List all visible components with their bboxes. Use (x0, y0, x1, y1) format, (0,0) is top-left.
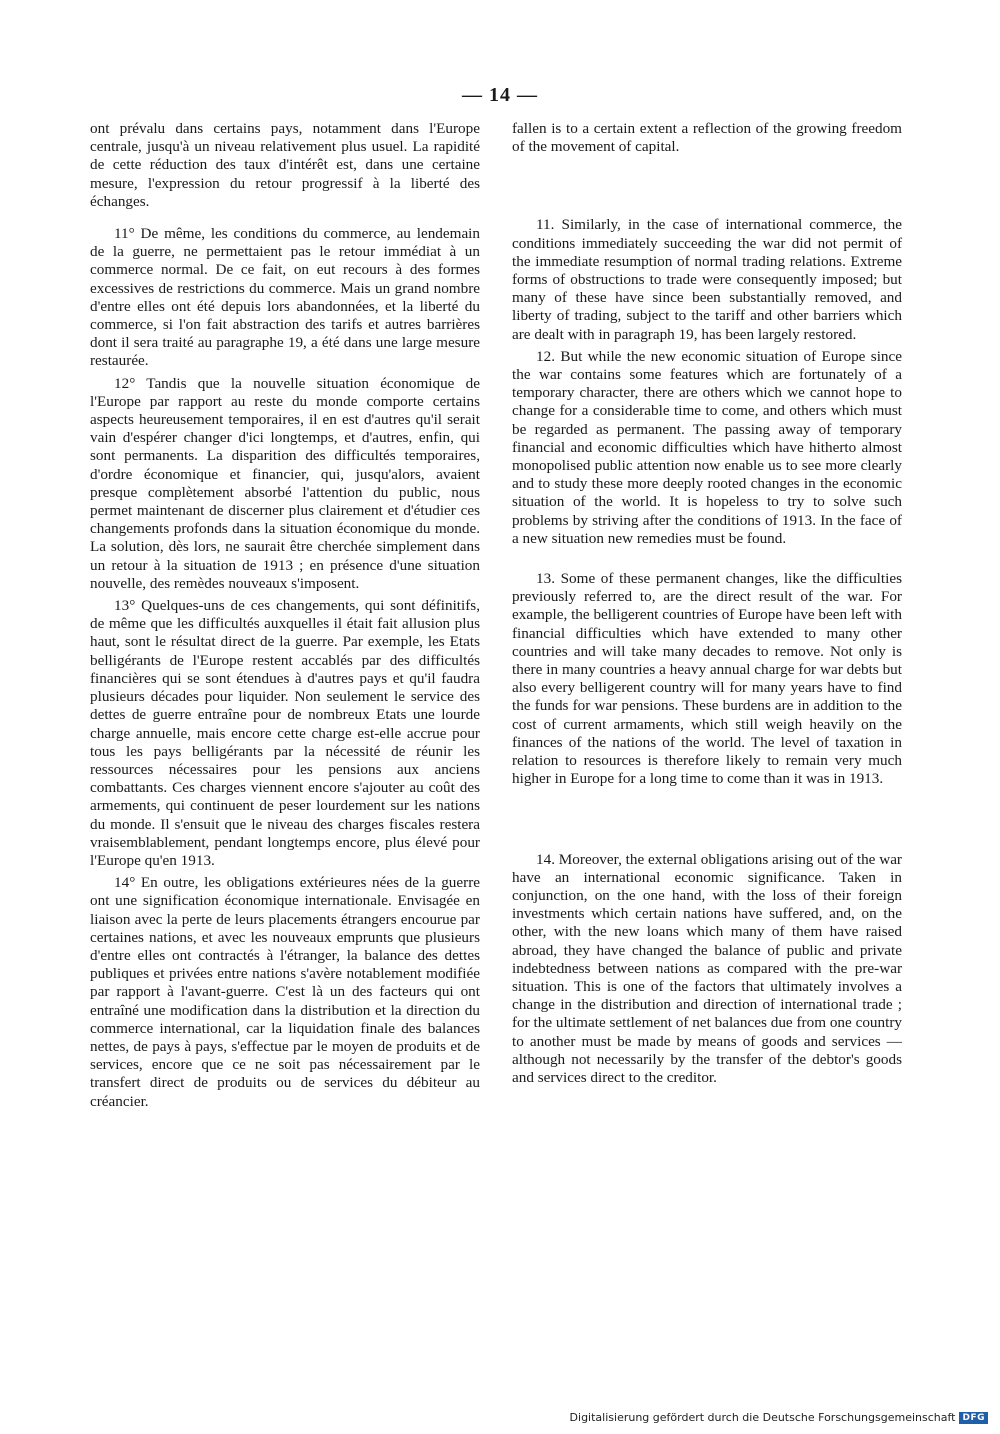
en-paragraph-12: 12. But while the new economic situation of Europe since the war contains some features which are fortunately of a temporary character, there are others which we cannot hope to change for a considerable time to come, and others which must be regarded as permanent. The passing away of temporary financial and economic difficulties which have hitherto almost monopolised public attention now enable us to see more clearly and to study these more deeply rooted changes in the economic situation of the world. It is hopeless to try to solve such problems by striving after the conditions of 1913. In the face of a new situation new remedies must be found. (512, 347, 902, 547)
en-paragraph-continued: fallen is to a certain extent a reflection of the growing freedom of the movement of capital. (512, 120, 902, 156)
en-paragraph-14: 14. Moreover, the external obligations arising out of the war have an international economic significance. Taken in conjunction, on the one hand, with the loss of their foreign investments which certain nations have suffered, and, on the other, with the new loans which many of them have raised abroad, they have changed the balance of public and private indebtedness between nations as compared with the pre-war situation. This is one of the factors that ultimately involves a change in the distribution and direction of international trade ; for the ultimate settlement of net balances due from one country to another must be made by means of goods and services — although not necessarily by the transfer of the debtor's goods and services direct to the creditor. (512, 850, 902, 1086)
en-paragraph-11: 11. Similarly, in the case of international commerce, the conditions immediately succeeding the war did not permit of the immediate resumption of normal trading relations. Extreme forms of obstructions to trade were consequently imposed; but many of these have since been substantially removed, and liberty of trading, subject to the tariff and other barriers which are dealt with in paragraph 19, has been largely restored. (512, 216, 902, 343)
digitization-footer (570, 1411, 988, 1424)
footer-credit: Digitalisierung gefördert durch die Deutsche Forschungsgemeinschaft (569, 1411, 956, 1424)
fr-paragraph-14: 14° En outre, les obligations extérieures nées de la guerre ont une signification économique internationale. Envisagée en liaison avec la perte de leurs placements étrangers encourue par certaines nations, et avec les nouveaux emprunts que plusieurs d'entre elles ont contractés à l'étranger, la balance des dettes publiques et privées entre nations s'avère notablement modifiée par rapport à l'avant-guerre. C'est là un des facteurs qui ont entraîné une modification dans la distribution et la direction du commerce international, car la liquidation finale des balances nettes, de pays à pays, s'effectue par le moyen de produits et de services, encore que ce ne soit pas nécessairement par le transfert direct de produits ou de services du débiteur au créancier. (90, 874, 480, 1110)
page-number: — 14 — (462, 84, 538, 106)
french-column (90, 120, 480, 1111)
fr-paragraph-12: 12° Tandis que la nouvelle situation économique de l'Europe par rapport au reste du monde comporte certains aspects heureusement temporaires, il en est d'autres qu'il serait vain d'espérer changer d'ici longtemps, et d'autres, enfin, qui sont permanents. La disparition des difficultés temporaires, d'ordre économique et financier, qui, jusqu'alors, avaient presque complètement absorbé l'attention du public, nous permet maintenant de discerner plus clairement et d'étudier ces changements profonds dans la situation économique du monde. La solution, dès lors, ne saurait être cherchée simplement dans un retour à la situation de 1913 ; en présence d'une situation nouvelle, des remèdes nouveaux s'imposent. (90, 374, 480, 592)
english-column (512, 120, 902, 1087)
fr-paragraph-11: 11° De même, les conditions du commerce, au lendemain de la guerre, ne permettaient pas le retour immédiat à un commerce normal. De ce fait, on eut recours à des formes excessives de restrictions du commerce. Mais un grand nombre d'entre elles ont été depuis lors abandonnées, et la liberté du commerce, si l'on fait abstraction des tarifs et autres barrières dont il sera traité au paragraphe 19, a été dans une large mesure restaurée. (90, 225, 480, 370)
fr-paragraph-continued: ont prévalu dans certains pays, notamment dans l'Europe centrale, jusqu'à un niveau relativement plus usuel. La rapidité de cette réduction des taux d'intérêt est, dans une certaine mesure, l'expression du retour progressif à la liberté des échanges. (90, 120, 480, 210)
fr-paragraph-13: 13° Quelques-uns de ces changements, qui sont définitifs, de même que les difficultés auxquelles il était fait allusion plus haut, sont le résultat direct de la guerre. Par exemple, les Etats belligérants de l'Europe restent accablés par des difficultés financières qui se sont étendues à d'autres pays et qu'il faudra plusieurs décades pour liquider. Non seulement le service des dettes de guerre entraîne pour de nombreux Etats une lourde charge annuelle, mais encore cette charge est-elle accrue pour tous les pays belligérants par la nécessité de réunir les ressources nécessaires pour les pensions aux anciens combattants. Ces charges viennent encore s'ajouter au coût des armements, qui continuent de peser lourdement sur les nations du monde. Il s'ensuit que le niveau des charges fiscales restera vraisemblablement, pendant longtemps encore, plus élevé pour l'Europe qu'en 1913. (90, 597, 480, 869)
dfg-logo: DFG (959, 1412, 988, 1424)
en-paragraph-13: 13. Some of these permanent changes, like the difficulties previously referred to, are the direct result of the war. For example, the belligerent countries of Europe have been left with financial difficulties which have extended to many other countries and will take many decades to remove. Not only is there in many countries a heavy annual charge for war debts but also every belligerent country will for many years have to find the funds for war pensions. These burdens are in addition to the cost of current armaments, which still weigh heavily on the finances of the nations of the world. The level of taxation in relation to resources is therefore likely to remain very much higher in Europe for a long time to come than it was in 1913. (512, 570, 902, 788)
